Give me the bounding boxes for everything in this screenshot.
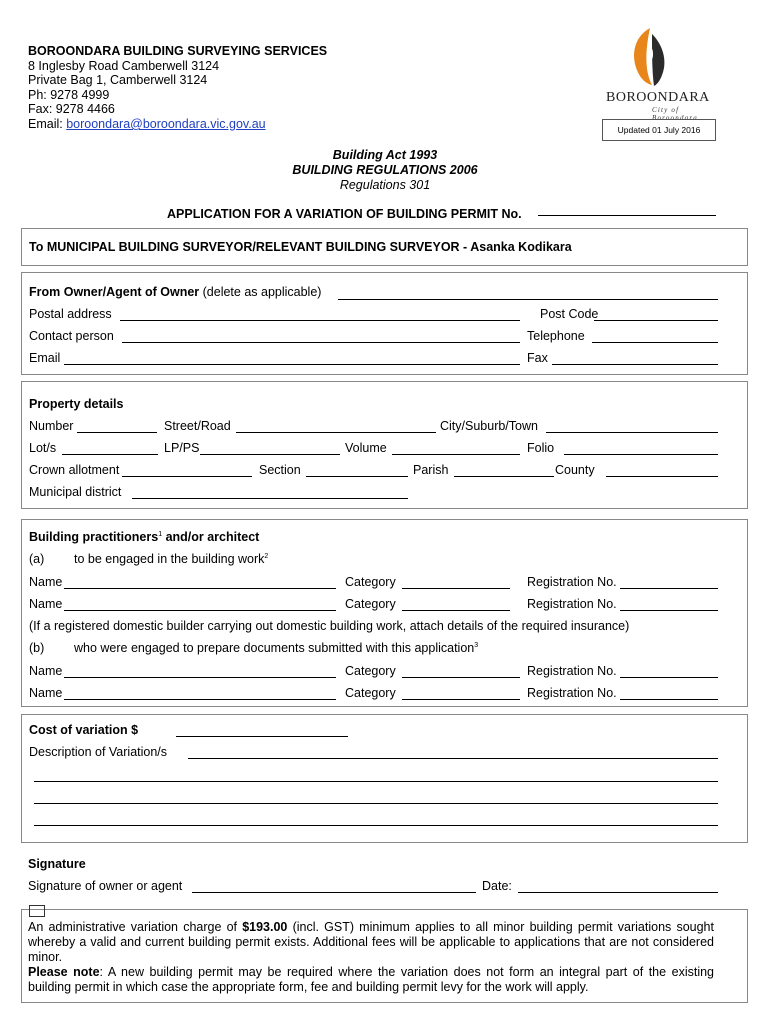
logo-subtitle: City of Boroondara [652,106,698,122]
date-label: Date: [482,879,512,893]
post-code-label: Post Code [540,307,599,321]
section-field[interactable] [306,476,408,477]
city-field[interactable] [546,432,718,433]
description-line-3[interactable] [34,803,718,804]
fee-note-text-1: An administrative variation charge of [28,920,243,934]
practitioner-a2-registration-label: Registration No. [527,597,617,611]
owner-heading-note: (delete as applicable) [199,285,322,299]
practitioner-b1-name-field[interactable] [64,677,336,678]
fax-number: Fax: 9278 4466 [28,102,115,117]
crown-allotment-label: Crown allotment [29,463,120,477]
practitioner-b1-category-field[interactable] [402,677,520,678]
recipient-line: To MUNICIPAL BUILDING SURVEYOR/RELEVANT BUILDING SURVEYOR - Asanka Kodikara [29,240,572,254]
number-label: Number [29,419,74,433]
street-label: Street/Road [164,419,231,433]
folio-label: Folio [527,441,555,455]
please-note-label: Please note [28,965,100,979]
lp-label: LP/PS [164,441,200,455]
city-label: City/Suburb/Town [440,419,538,433]
regulation-number: Regulations 301 [339,178,431,192]
practitioner-a2-category-label: Category [345,597,396,611]
folio-field[interactable] [564,454,718,455]
volume-label: Volume [345,441,387,455]
street-field[interactable] [236,432,436,433]
lot-label: Lot/s [29,441,57,455]
practitioners-heading [29,530,259,544]
practitioner-a2-name-label: Name [29,597,63,611]
practitioner-b1-registration-label: Registration No. [527,664,617,678]
owner-heading [29,285,321,299]
logo-emblem-icon [600,24,720,90]
practitioners-heading-rest: and/or architect [162,530,260,544]
description-line-2[interactable] [34,781,718,782]
part-b-text: who were engaged to prepare documents submitted with this application$^3$ [74,641,479,655]
practitioner-b2-name-field[interactable] [64,699,336,700]
crown-allotment-field[interactable] [122,476,252,477]
owner-name-field[interactable] [338,299,718,300]
regulations-title: BUILDING REGULATIONS 2006 [292,163,478,177]
address-line-2: Private Bag 1, Camberwell 3124 [28,73,208,88]
boroondara-logo [600,24,720,122]
updated-date-badge: Updated 01 July 2016 [602,119,716,141]
owner-heading-label: From Owner/Agent of Owner [29,285,200,299]
contact-person-label: Contact person [29,329,114,343]
parish-label: Parish [413,463,449,477]
email-label: Email: [28,116,67,131]
property-section [21,381,748,509]
practitioner-a1-registration-label: Registration No. [527,575,617,589]
footnote-ref-3: 3 [474,641,479,649]
logo-name: BOROONDARA [606,90,710,105]
postal-address-label: Postal address [29,307,112,321]
practitioner-a1-registration-field[interactable] [620,588,718,589]
practitioner-b2-category-label: Category [345,686,396,700]
fee-note [28,920,714,995]
property-heading: Property details [29,397,124,411]
part-b-label: (b) [29,641,45,655]
date-field[interactable] [518,892,718,893]
owner-signature-label: Signature of owner or agent [28,879,183,893]
volume-field[interactable] [392,454,520,455]
org-name: BOROONDARA BUILDING SURVEYING SERVICES [28,44,328,58]
county-field[interactable] [606,476,718,477]
practitioners-heading-label: Building practitioners [29,530,159,544]
practitioner-a2-registration-field[interactable] [620,610,718,611]
postal-address-field[interactable] [120,320,520,321]
practitioner-a1-name-label: Name [29,575,63,589]
post-code-field[interactable] [594,320,718,321]
variation-section [21,714,748,843]
telephone-field[interactable] [592,342,718,343]
practitioner-a1-name-field[interactable] [64,588,336,589]
contact-person-field[interactable] [122,342,520,343]
footnote-ref-2: 2 [264,552,269,560]
practitioner-b1-registration-field[interactable] [620,677,718,678]
cost-of-variation-field[interactable] [176,736,348,737]
fee-amount: $193.00 [242,920,288,934]
section-label: Section [259,463,301,477]
email-row [28,117,327,132]
recipient-box [21,228,748,266]
fee-acknowledgement-checkbox[interactable] [29,905,45,917]
please-note-text: : A new building permit may be required where the variation does not form an integral part of the existing building permit in which case the appropriate form, fee and building permit levy for the work will apply. [28,965,714,994]
municipal-district-label: Municipal district [29,485,122,499]
owner-signature-field[interactable] [192,892,476,893]
practitioner-b2-name-label: Name [29,686,63,700]
fee-note-text-2: (incl. GST) minimum applies to all minor building permit variations sought whereby a valid and current building permit exists. Additional fees will be applicable to applications that are not considered minor. [28,920,714,964]
practitioner-a2-name-field[interactable] [64,610,336,611]
lot-field[interactable] [62,454,158,455]
owner-section [21,272,748,375]
practitioner-b1-name-label: Name [29,664,63,678]
practitioner-a1-category-label: Category [345,575,396,589]
address-line-1: 8 Inglesby Road Camberwell 3124 [28,58,220,73]
permit-number-field[interactable] [538,215,716,216]
practitioner-b2-registration-label: Registration No. [527,686,617,700]
fax-field[interactable] [552,364,718,365]
application-title: APPLICATION FOR A VARIATION OF BUILDING PERMIT No. [167,207,522,221]
number-field[interactable] [77,432,157,433]
act-title: Building Act 1993 [332,148,438,162]
insurance-note: (If a registered domestic builder carrying out domestic building work, attach details of the required insurance) [29,619,630,633]
fax-field-label: Fax [527,351,548,365]
signature-heading: Signature [28,857,86,871]
municipal-district-field[interactable] [132,498,408,499]
email-field-label: Email [29,351,61,365]
telephone-label: Telephone [527,329,585,343]
county-label: County [555,463,595,477]
practitioner-b2-registration-field[interactable] [620,699,718,700]
email-link[interactable]: boroondara@boroondara.vic.gov.au [66,116,266,131]
part-a-label: (a) [29,552,45,566]
practitioners-section [21,519,748,707]
practitioner-b2-category-field[interactable] [402,699,520,700]
parish-field[interactable] [454,476,554,477]
footnote-ref-1: 1 [158,530,163,538]
practitioner-b1-category-label: Category [345,664,396,678]
practitioner-a2-category-field[interactable] [402,610,510,611]
description-line-1[interactable] [188,758,718,759]
email-field[interactable] [64,364,520,365]
phone-number: Ph: 9278 4999 [28,87,110,102]
practitioner-a1-category-field[interactable] [402,588,510,589]
description-line-4[interactable] [34,825,718,826]
description-label: Description of Variation/s [29,745,168,759]
org-address-block [28,44,327,132]
lp-field[interactable] [200,454,340,455]
part-a-text: to be engaged in the building work$^2$ [74,552,269,566]
cost-of-variation-label: Cost of variation $ [29,723,139,737]
